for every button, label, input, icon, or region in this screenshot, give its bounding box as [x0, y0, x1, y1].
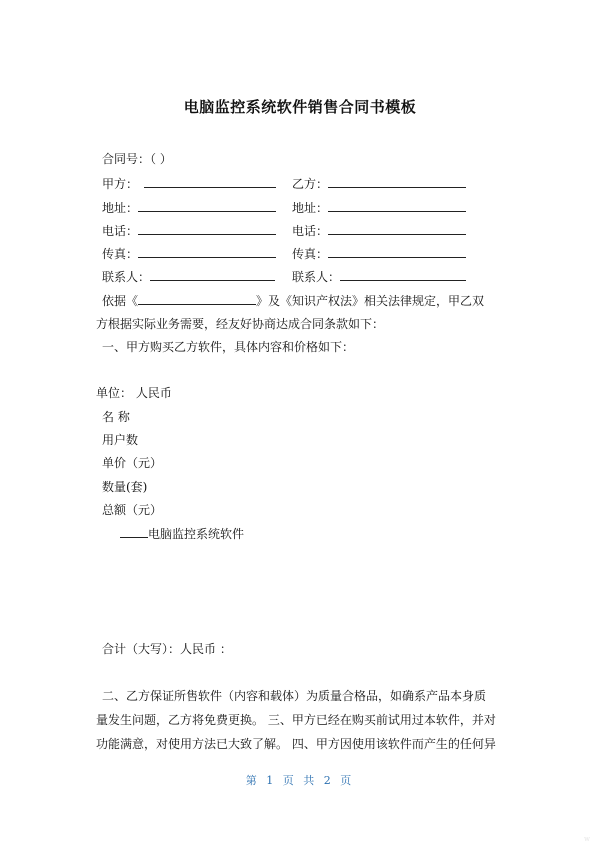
party-a-phone-blank	[138, 222, 276, 235]
party-b-phone-blank	[328, 222, 466, 235]
party-b-contact-row	[292, 268, 466, 285]
party-a-address-label: 地址：	[102, 201, 139, 215]
party-a-contact-blank	[150, 268, 275, 281]
party-b-contact-label: 联系人：	[292, 270, 341, 284]
clause-2-line2: 量发生问题，乙方将免费更换。 三、甲方已经在购买前试用过本软件，并对	[96, 713, 496, 727]
party-b-fax-row	[292, 245, 466, 262]
clause-2-line3: 功能满意，对使用方法已大致了解。 四、甲方因使用该软件而产生的任何异	[96, 737, 496, 751]
party-a-fax-blank	[138, 245, 276, 258]
basis-prefix: 依据《	[102, 294, 139, 308]
party-b-contact-blank	[340, 268, 466, 281]
party-a-label: 甲方：	[102, 177, 139, 191]
party-a-row	[102, 175, 276, 192]
party-a-phone-label: 电话：	[102, 224, 139, 238]
party-b-blank	[328, 175, 466, 188]
document-title: 电脑监控系统软件销售合同书模板	[183, 98, 417, 116]
sum-uppercase: 合计（大写）：人民币 ：	[102, 642, 232, 656]
product-name: 电脑监控系统软件	[148, 527, 245, 541]
law-name-blank	[138, 292, 256, 305]
party-a-address-blank	[138, 199, 276, 212]
party-a-phone-row	[102, 222, 276, 239]
party-b-phone-row	[292, 222, 466, 239]
party-a-fax-row	[102, 245, 276, 262]
basis-paragraph-line1	[102, 292, 484, 309]
clause-1: 一、甲方购买乙方软件，具体内容和价格如下：	[102, 340, 355, 354]
party-b-address-label: 地址：	[292, 201, 329, 215]
table-header-name: 名 称	[102, 410, 130, 424]
party-b-address-row	[292, 199, 466, 216]
party-b-fax-blank	[328, 245, 466, 258]
table-header-price: 单价（元）	[102, 456, 163, 470]
party-a-address-row	[102, 199, 276, 216]
table-header-users: 用户数	[102, 433, 139, 447]
party-a-contact-row	[102, 268, 275, 285]
table-header-quantity: 数量(套)	[102, 480, 148, 494]
party-a-contact-label: 联系人：	[102, 270, 151, 284]
party-b-fax-label: 传真：	[292, 247, 329, 261]
party-b-row	[292, 175, 466, 192]
basis-suffix: 》及《知识产权法》相关法律规定，甲乙双	[256, 294, 485, 308]
party-b-label: 乙方：	[292, 177, 329, 191]
party-b-phone-label: 电话：	[292, 224, 329, 238]
party-a-blank	[144, 175, 276, 188]
contract-number: 合同号：（ ）	[102, 152, 172, 166]
party-a-fax-label: 传真：	[102, 247, 139, 261]
corner-watermark: w	[584, 835, 590, 843]
price-unit: 单位： 人民币	[96, 386, 172, 400]
table-product-row	[120, 525, 244, 542]
page-footer: 第 1 页 共 2 页	[245, 774, 355, 787]
clause-2-line1: 二、乙方保证所售软件（内容和载体）为质量合格品，如确系产品本身质	[102, 689, 487, 703]
product-blank	[120, 525, 148, 538]
table-header-total: 总额（元）	[102, 503, 163, 517]
party-b-address-blank	[328, 199, 466, 212]
basis-paragraph-line2: 方根据实际业务需要，经友好协商达成合同条款如下：	[96, 317, 385, 331]
